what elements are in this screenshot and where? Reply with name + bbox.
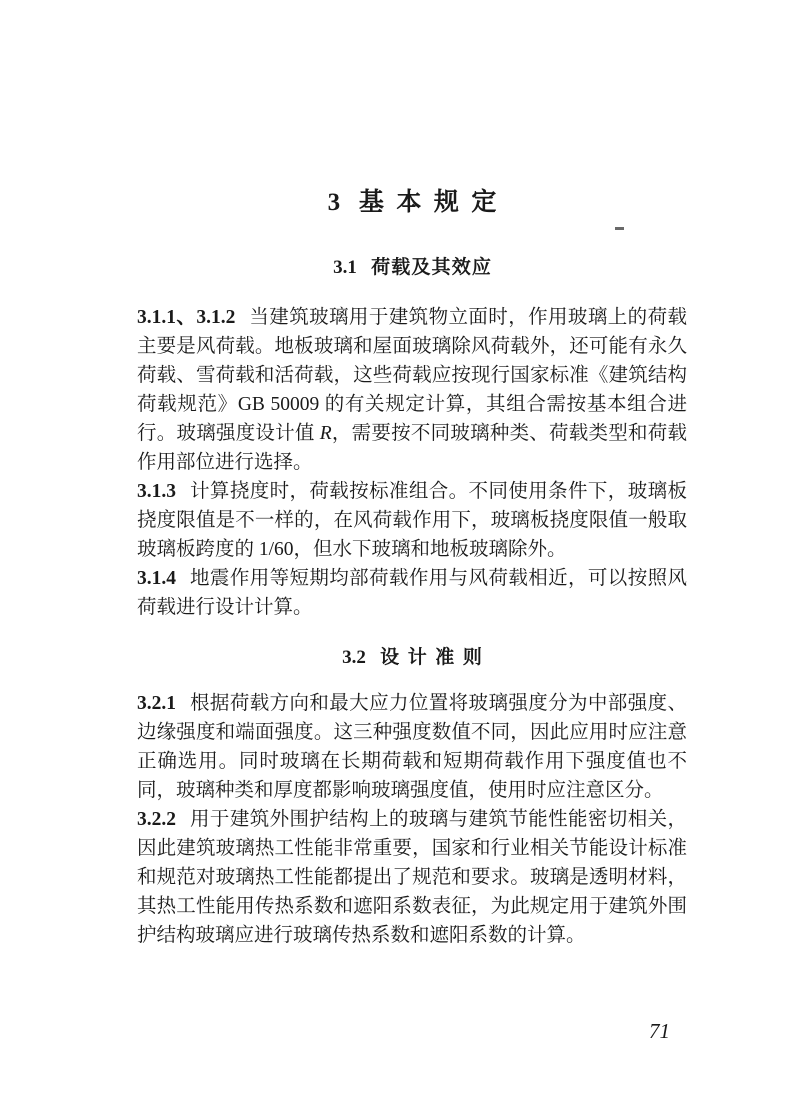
section-number: 3.2 [342, 647, 366, 668]
section-heading-3-2 [137, 646, 687, 670]
clause-label: 3.2.2 [137, 809, 176, 830]
clause-paragraph [137, 805, 687, 950]
clause-text: 当建筑玻璃用于建筑物立面时，作用玻璃上的荷载主要是风荷载。地板玻璃和屋面玻璃除风荷载外，还可能有永久荷载、雪荷载和活荷载，这些荷载应按现行国家标准《建筑结构荷载规范》GB 50009 的有关规定计算，其组合需按基本组合进行。玻璃强度设计值 [137, 307, 687, 444]
clause-text: 地震作用等短期均部荷载作用与风荷载相近，可以按照风荷载进行设计计算。 [137, 568, 687, 618]
section-heading-3-1 [137, 256, 687, 280]
section-title: 荷载及其效应 [371, 257, 492, 278]
clause-paragraph [137, 564, 687, 622]
section-title: 设计准则 [380, 647, 491, 668]
clause-label: 3.2.1 [137, 693, 176, 714]
clause-label: 3.1.1、3.1.2 [137, 307, 236, 328]
section-number: 3.1 [333, 257, 357, 278]
clause-label: 3.1.4 [137, 568, 176, 589]
chapter-number: 3 [327, 189, 341, 216]
clause-text: 用于建筑外围护结构上的玻璃与建筑节能性能密切相关，因此建筑玻璃热工性能非常重要，国家和行业相关节能设计标准和规范对玻璃热工性能都提出了规范和要求。玻璃是透明材料，其热工性能用传热系数和遮阳系数表征，为此规定用于建筑外围护结构玻璃应进行玻璃传热系数和遮阳系数的计算。 [137, 809, 687, 946]
scan-artifact-dash [615, 227, 624, 230]
clause-text: 根据荷载方向和最大应力位置将玻璃强度分为中部强度、边缘强度和端面强度。这三种强度数值不同，因此应用时应注意正确选用。同时玻璃在长期荷载和短期荷载作用下强度值也不同，玻璃种类和厚度都影响玻璃强度值，使用时应注意区分。 [137, 693, 687, 801]
clause-paragraph [137, 303, 687, 477]
clause-paragraph [137, 477, 687, 564]
section-body-3-2 [137, 689, 687, 950]
page-number: 71 [649, 1019, 670, 1043]
chapter-title-text: 基本规定 [358, 189, 509, 216]
chapter-heading [137, 186, 687, 220]
section-body-3-1 [137, 303, 687, 622]
clause-label: 3.1.3 [137, 481, 176, 502]
clause-text: 计算挠度时，荷载按标准组合。不同使用条件下，玻璃板挠度限值是不一样的，在风荷载作用下，玻璃板挠度限值一般取玻璃板跨度的 1/60，但水下玻璃和地板玻璃除外。 [137, 481, 687, 560]
clause-text: ，需要按不同玻璃种类、荷载类型和荷载作用部位进行选择。 [137, 423, 687, 473]
variable-R: R [319, 423, 332, 444]
clause-paragraph [137, 689, 687, 805]
